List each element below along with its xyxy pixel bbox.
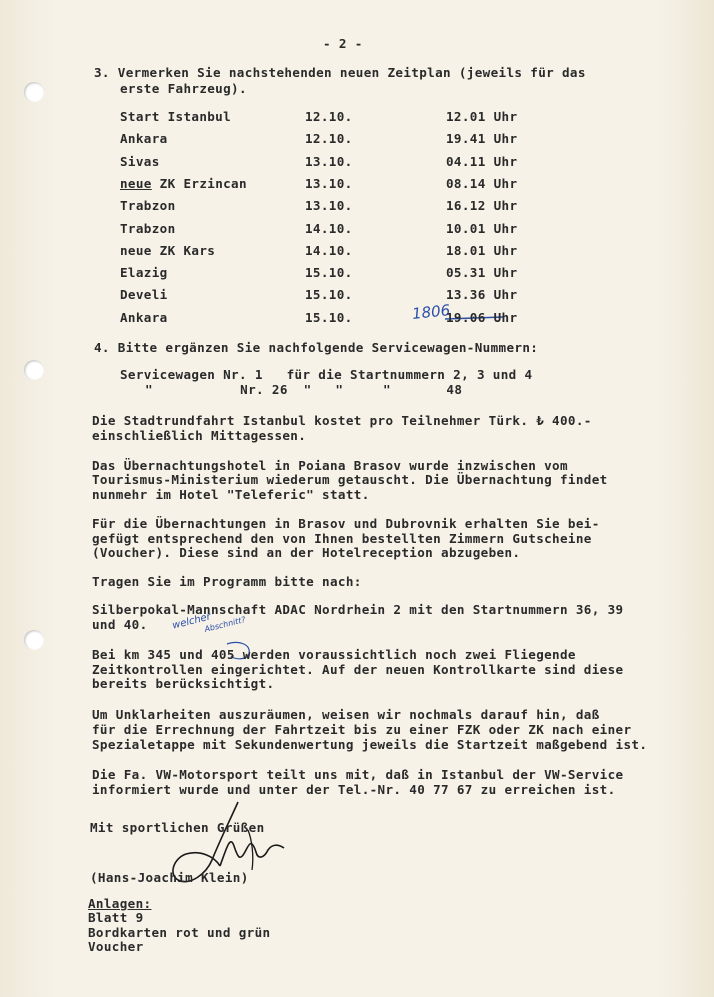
paragraph-line: nunmehr im Hotel "Teleferic" statt. xyxy=(92,487,370,502)
paragraph-line: Die Fa. VW-Motorsport teilt uns mit, daß in Istanbul der VW-Service xyxy=(92,767,624,782)
paragraph-line: Silberpokal-Mannschaft ADAC Nordrhein 2 mit den Startnummern 36, 39 xyxy=(92,602,624,617)
handwritten-time-correction: 1806 xyxy=(411,301,452,323)
schedule-time: 18.01 Uhr xyxy=(446,242,518,258)
schedule-time: 16.12 Uhr xyxy=(446,198,518,214)
schedule-place xyxy=(120,266,168,280)
schedule-time: 04.11 Uhr xyxy=(446,153,518,169)
paragraph-line: Tragen Sie im Programm bitte nach: xyxy=(92,574,362,589)
page-number: - 2 - xyxy=(323,36,363,51)
schedule-place xyxy=(120,311,168,325)
schedule-place-name: Develi xyxy=(120,287,168,303)
handwritten-note-line2: Abschnitt? xyxy=(203,615,247,634)
schedule-place xyxy=(120,110,231,124)
paragraph-line: Zeitkontrollen eingerichtet. Auf der neuen Kontrollkarte sind diese xyxy=(92,662,624,677)
schedule-time: 12.01 Uhr xyxy=(446,109,518,124)
servicewagen-line2: " Nr. 26 " " " 48 xyxy=(145,382,463,397)
item3-line1: 3. Vermerken Sie nachstehenden neuen Zeitplan (jeweils für das xyxy=(94,65,586,80)
paragraph-line: Spezialetappe mit Sekundenwertung jeweils die Startzeit maßgebend ist. xyxy=(92,737,648,752)
schedule-place-prefix: neue xyxy=(120,175,152,191)
schedule-date: 14.10. xyxy=(305,242,353,258)
paragraph-line: Die Stadtrundfahrt Istanbul kostet pro Teilnehmer Türk. ₺ 400.- xyxy=(92,413,592,428)
schedule-date: 15.10. xyxy=(305,287,353,303)
paragraph-line: (Voucher). Diese sind an der Hotelreception abzugeben. xyxy=(92,545,521,560)
item4-line1: 4. Bitte ergänzen Sie nachfolgende Servicewagen-Nummern: xyxy=(94,340,539,355)
schedule-date: 15.10. xyxy=(305,309,353,325)
paragraph-line: informiert wurde und unter der Tel.-Nr. 40 77 67 zu erreichen ist. xyxy=(92,782,616,797)
schedule-place xyxy=(120,288,168,302)
schedule-time: 10.01 Uhr xyxy=(446,220,518,236)
schedule-place-name: neue ZK Kars xyxy=(120,242,216,258)
paragraph-line: Für die Übernachtungen in Brasov und Dubrovnik erhalten Sie bei- xyxy=(92,516,600,531)
paragraph-line: Um Unklarheiten auszuräumen, weisen wir nochmals darauf hin, daß xyxy=(92,707,600,722)
schedule-date: 12.10. xyxy=(305,109,353,124)
punch-hole xyxy=(24,630,44,650)
servicewagen-line1: Servicewagen Nr. 1 für die Startnummern 2, 3 und 4 xyxy=(120,367,533,382)
paragraph-line: bereits berücksichtigt. xyxy=(92,676,275,691)
punch-hole xyxy=(24,82,44,102)
schedule-place xyxy=(120,155,160,169)
attachment-item: Bordkarten rot und grün xyxy=(88,925,271,940)
schedule-date: 13.10. xyxy=(305,175,353,191)
schedule-place-name: ZK Erzincan xyxy=(151,175,247,191)
schedule-place-name: Ankara xyxy=(120,131,168,147)
schedule-date: 13.10. xyxy=(305,198,353,214)
schedule-time: 19.41 Uhr xyxy=(446,131,518,147)
paragraph-line: einschließlich Mittagessen. xyxy=(92,428,307,443)
schedule-place xyxy=(120,222,176,236)
item3-line2: erste Fahrzeug). xyxy=(120,81,247,96)
schedule-date: 12.10. xyxy=(305,131,353,147)
schedule-date: 14.10. xyxy=(305,220,353,236)
schedule-time: 19.06 Uhr xyxy=(446,309,518,325)
signer-name: (Hans-Joachim Klein) xyxy=(90,870,249,885)
schedule-time: 13.36 Uhr xyxy=(446,287,518,303)
schedule-place-name: Trabzon xyxy=(120,198,176,214)
schedule-place xyxy=(120,132,168,146)
schedule-place xyxy=(120,177,247,191)
schedule-place xyxy=(120,199,176,213)
schedule-date: 13.10. xyxy=(305,153,353,169)
punch-hole xyxy=(24,360,44,380)
schedule-date: 15.10. xyxy=(305,265,353,281)
paragraph-line: Tourismus-Ministerium wiederum getauscht. Die Übernachtung findet xyxy=(92,472,608,487)
paragraph-line: gefügt entsprechend den von Ihnen bestellten Zimmern Gutscheine xyxy=(92,531,592,546)
schedule-place-name: Trabzon xyxy=(120,220,176,236)
closing-greeting: Mit sportlichen Grüßen xyxy=(90,820,265,835)
schedule-place xyxy=(120,244,215,258)
paragraph-line: und 40. xyxy=(92,617,148,632)
attachment-item: Voucher xyxy=(88,939,144,954)
schedule-place-name: Sivas xyxy=(120,153,160,169)
attachments-title: Anlagen: xyxy=(88,896,152,911)
schedule-place-name: Ankara xyxy=(120,309,168,325)
schedule-place-name: Start Istanbul xyxy=(120,109,232,124)
paragraph-line: Bei km 345 und 405 werden voraussichtlich noch zwei Fliegende xyxy=(92,647,576,662)
handwritten-note-line1: welcher xyxy=(171,611,212,632)
attachment-item: Blatt 9 xyxy=(88,910,144,925)
schedule-place-name: Elazig xyxy=(120,265,168,281)
schedule-time: 05.31 Uhr xyxy=(446,265,518,281)
paragraph-line: Das Übernachtungshotel in Poiana Brasov wurde inzwischen vom xyxy=(92,458,568,473)
paragraph-line: für die Errechnung der Fahrtzeit bis zu einer FZK oder ZK nach einer xyxy=(92,722,632,737)
schedule-time: 08.14 Uhr xyxy=(446,175,518,191)
